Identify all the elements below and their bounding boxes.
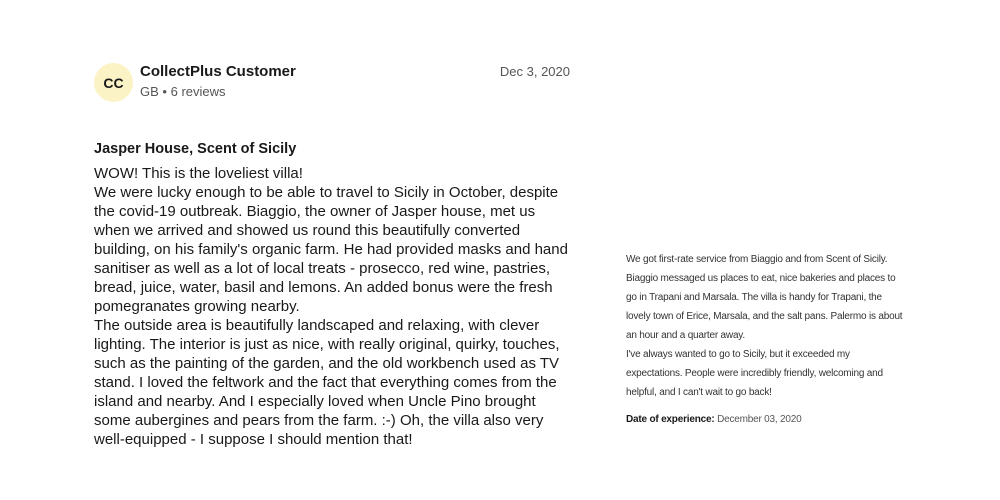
review-body bbox=[94, 164, 572, 449]
avatar[interactable]: CC bbox=[94, 63, 133, 102]
review-paragraph: We were lucky enough to be able to travel to Sicily in October, despite the covid-19 outbreak. Biaggio, the owner of Jasper house, met us when we arrived and showed us round this beautifully converted building, on his family's organic farm. He had provided masks and hand sanitiser as well as a lot of local treats - prosecco, red wine, pastries, bread, juice, water, basil and lemons. An added bonus were the fresh pomegranates growing nearby. bbox=[94, 184, 568, 315]
reviewer-name[interactable]: CollectPlus Customer bbox=[140, 63, 296, 80]
review-paragraph: WOW! This is the loveliest villa! bbox=[94, 165, 303, 182]
experience-label: Date of experience: bbox=[626, 414, 715, 425]
review-paragraph: The outside area is beautifully landscaped and relaxing, with clever lighting. The interior is just as nice, with really original, quirky, touches, such as the painting of the garden, and the old workbench used as TV stand. I loved the feltwork and the fact that everything comes from the island and nearby. And I especially loved when Uncle Pino brought some aubergines and pears from the farm. :-) Oh, the villa also very well-equipped - I suppose I should mention that! bbox=[94, 317, 560, 448]
experience-date: December 03, 2020 bbox=[717, 414, 802, 425]
review-continuation bbox=[626, 250, 908, 402]
review-date: Dec 3, 2020 bbox=[499, 64, 570, 79]
reviewer-country: GB bbox=[140, 84, 159, 99]
continuation-paragraph: I've always wanted to go to Sicily, but it exceeded my expectations. People were incredibly friendly, welcoming and helpful, and I can't wait to go back! bbox=[626, 349, 883, 398]
review-title[interactable]: Jasper House, Scent of Sicily bbox=[94, 141, 297, 157]
date-of-experience bbox=[626, 414, 802, 425]
continuation-paragraph: We got first-rate service from Biaggio and from Scent of Sicily. Biaggio messaged us places to eat, nice bakeries and places to go in Trapani and Marsala. The villa is handy for Trapani, the lovely town of Erice, Marsala, and the salt pans. Palermo is about an hour and a quarter away. bbox=[626, 254, 903, 341]
reviewer-meta bbox=[140, 84, 226, 99]
meta-separator: • bbox=[162, 84, 167, 99]
reviewer-review-count[interactable]: 6 reviews bbox=[170, 84, 226, 99]
